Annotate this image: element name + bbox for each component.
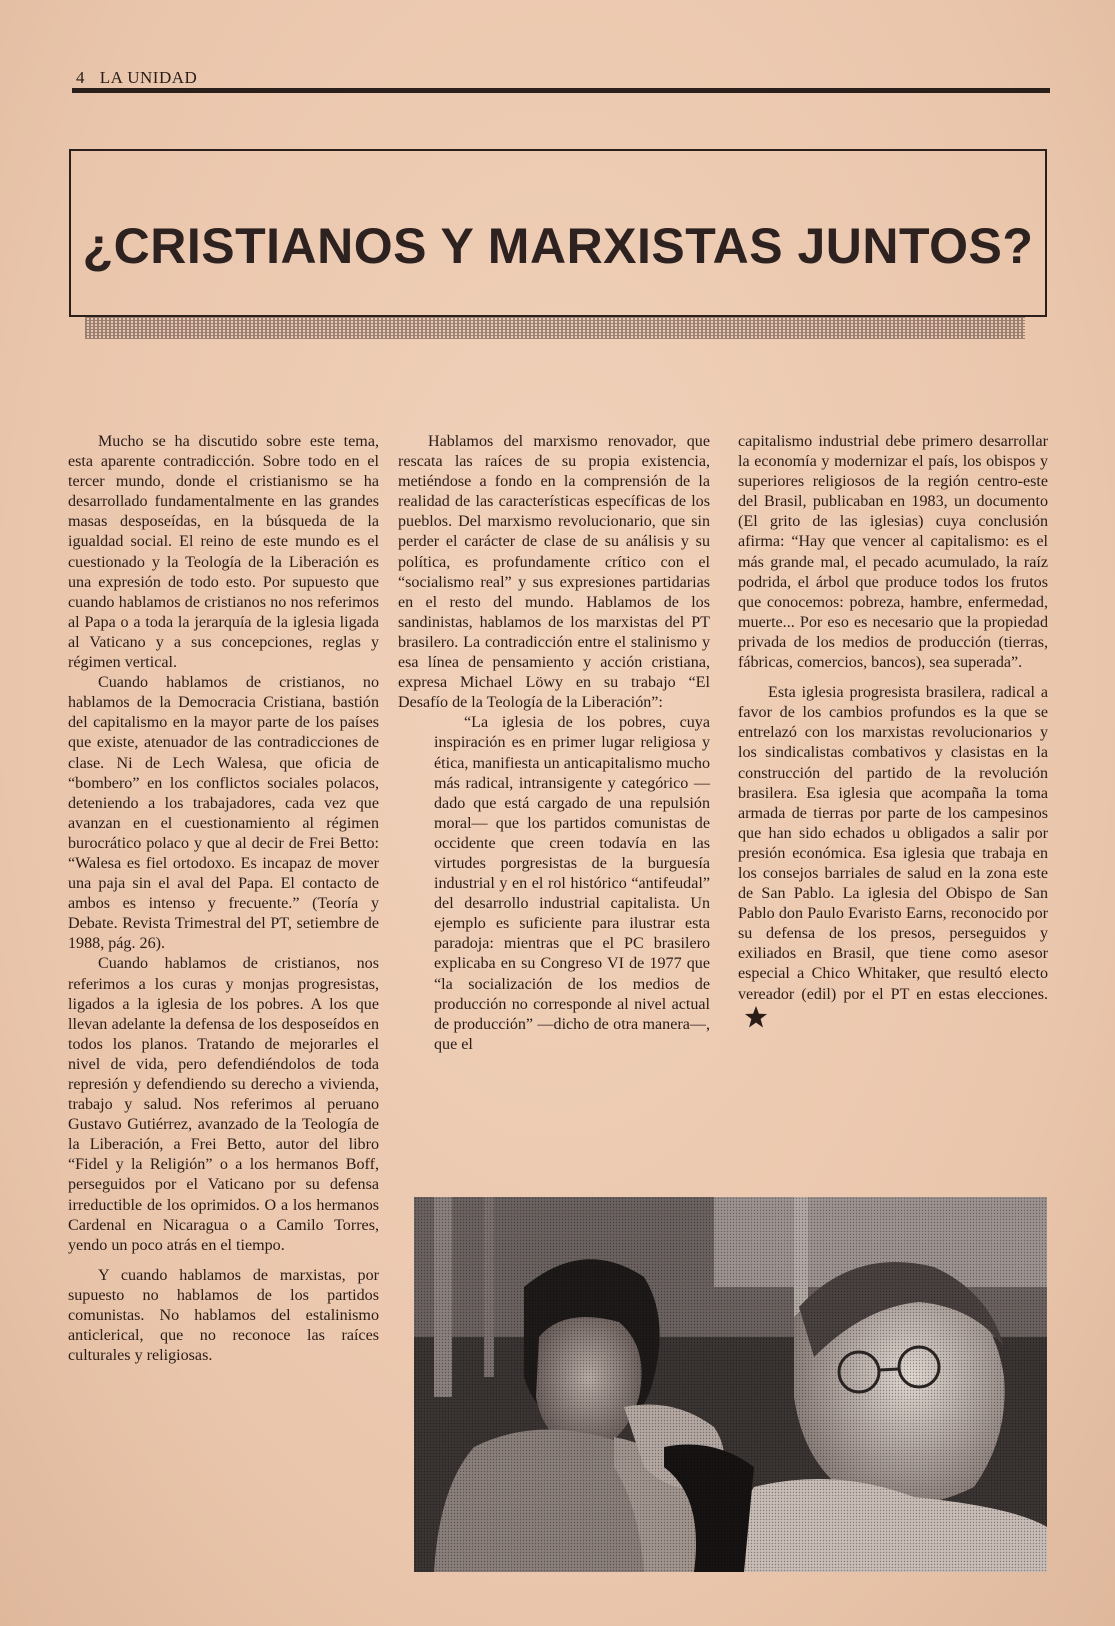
- headline-shadow-pattern: [85, 317, 1025, 339]
- article-column-3: [738, 432, 1048, 1031]
- publication-name: LA UNIDAD: [99, 68, 198, 87]
- closing-paragraph-text: Esta iglesia progresista brasilera, radical a favor de los cambios profundos es la que se entrelazó con los marxistas revolucionarios y los sindicalistas combativos y clasistas en la construcción del partido de la revolución brasilera. Esa iglesia que acompaña la toma armada de tierras por parte de los campesinos que han sido echados u obligados a salir por presión económica. Esa iglesia que trabaja en los consejos barriales de salud en la zona este de San Pablo. La iglesia del Obispo de San Pablo don Paulo Evaristo Earns, reconocido por su defensa de los presos, perseguidos y exiliados en Brasil, que tiene como asesor especial a Chico Whitaker, que resultó electo vereador (edil) por el PT en estas elecciones.: [738, 684, 1048, 1003]
- block-quote: “La iglesia de los pobres, cuya inspiración es en primer lugar religiosa y ética, manifiesta un anticapitalismo mucho más radical, intransigente y categórico —dado que está cargado de una repulsión moral— que los partidos comunistas de occidente que creen todavía en las virtudes porgresistas de la burguesía industrial y en el rol histórico “antifeudal” del desarrollo industrial capitalista. Un ejemplo es suficiente para ilustrar esta paradoja: mientras que el PC brasilero explicaba en su Congreso VI de 1977 que “la socialización de los medios de producción no corresponde al nivel actual de producción” —dicho de otra manera—, que el: [434, 714, 710, 1053]
- header-rule: [72, 88, 1050, 93]
- star-icon: [744, 1005, 768, 1029]
- page-number: 4: [76, 68, 85, 87]
- article-column-1: [68, 432, 379, 1366]
- paragraph: Cuando hablamos de cristianos, nos referimos a los curas y monjas progresistas, ligados a la iglesia de los pobres. A los que llevan adelante la defensa de los desposeídos en todos los planos. Tratando de mejorarles el nivel de vida, pero defendiéndolos de toda represión y defendiendo su derecho a vivienda, trabajo y salud. Nos referimos al peruano Gustavo Gutiérrez, avanzado de la Teología de la Liberación, a Frei Betto, autor del libro “Fidel y la Religión” o a los hermanos Boff, perseguidos por el Vaticano por su defensa irreductible de los oprimidos. O a los hermanos Cardenal en Nicaragua o a Camilo Torres, yendo un poco atrás en el tiempo.: [68, 955, 379, 1254]
- paragraph: [738, 683, 1048, 1031]
- headline-box: [69, 149, 1047, 317]
- page-header: [76, 68, 1050, 88]
- paragraph: Y cuando hablamos de marxistas, por supuesto no hablamos de los partidos comunistas. No hablamos del estalinismo anticlerical, que no reconoce las raíces culturales y religiosas.: [68, 1266, 379, 1365]
- paragraph: Cuando hablamos de cristianos, no hablamos de la Democracia Cristiana, bastión del capitalismo en la mayor parte de los países que existe, atenuador de las contradicciones de clase. Ni de Lech Walesa, que oficia de “bombero” en los conflictos sociales polacos, deteniendo a los trabajadores, cada vez que avanzan en el cuestionamiento al régimen burocrático polaco y que al decir de Frei Betto: “Walesa es fiel ortodoxo. Es incapaz de mover una paja sin el aval del Papa. El contacto de ambos es intenso y frecuente.” (Teoría y Debate. Revista Trimestral del PT, setiembre de 1988, pág. 26).: [68, 674, 379, 953]
- headline: ¿CRISTIANOS Y MARXISTAS JUNTOS?: [82, 218, 1034, 274]
- article-photograph: [414, 1197, 1047, 1572]
- article-column-2: [398, 432, 710, 1055]
- paragraph: Mucho se ha discutido sobre este tema, esta aparente contradicción. Sobre todo en el tercer mundo, donde el cristianismo se ha desarrollado fundamentalmente en las grandes masas desposeídas, en la búsqueda de la igualdad social. El reino de este mundo es el cuestionado y la Teología de la Liberación es una expresión de todo esto. Por supuesto que cuando hablamos de cristianos no nos referimos al Papa o a toda la jerarquía de la iglesia ligada al Vaticano y a sus concepciones, reglas y régimen vertical.: [68, 433, 379, 672]
- paragraph: capitalismo industrial debe primero desarrollar la economía y modernizar el país, los obispos y superiores religiosos de la región centro-este del Brasil, publicaban en 1983, un documento (El grito de las iglesias) cuya conclusión afirma: “Hay que vencer al capitalismo: es el más grande mal, el pecado acumulado, la raíz podrida, el árbol que produce todos los frutos que conocemos: pobreza, hambre, enfermedad, muerte... Por eso es necesario que la propiedad privada de los medios de producción (tierras, fábricas, comercios, bancos), sea superada”.: [738, 433, 1048, 672]
- paragraph: Hablamos del marxismo renovador, que rescata las raíces de su propia existencia, metiéndose a fondo en la comprensión de la realidad de las características específicas de los pueblos. Del marxismo revolucionario, que sin perder el carácter de clase de su análisis y su política, es profundamente crítico con el “socialismo real” y sus expresiones partidarias en el resto del mundo. Hablamos de los sandinistas, hablamos de los marxistas del PT brasilero. La contradicción entre el stalinismo y esa línea de pensamiento y acción cristiana, expresa Michael Löwy en su trabajo “El Desafío de la Teología de la Liberación”:: [398, 433, 710, 712]
